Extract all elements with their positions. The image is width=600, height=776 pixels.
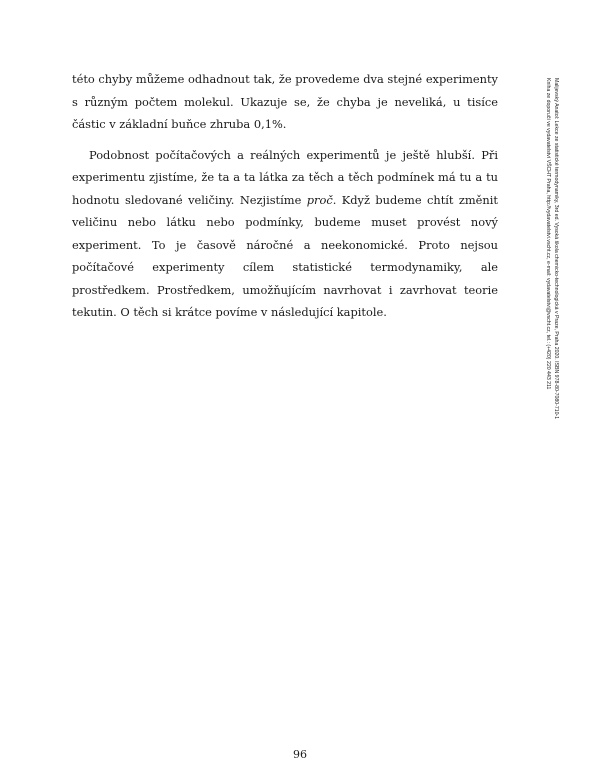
paragraph-2-text-before: Podobnost počítačových a reálných experimentů je ještě hlubší. Při experimentu zjistíme, že ta a ta látka za těch a těch podmínek má tu a tu hodnotu sledované veličiny. Nezjistíme (72, 147, 498, 207)
paragraph-2-emphasis: proč (306, 192, 333, 207)
page-number: 96 (293, 748, 307, 761)
paragraph-2-text-after: . Když budeme chtít změnit veličinu nebo látku nebo podmínky, budeme muset provést nový experiment. To je časově náročné a neekonomické. Proto nejsou počítačové experimenty cílem statistické termodynamiky, ale prostředkem. Prostředkem, umožňujícím navrhovat i zavrhovat teorie tekutin. O těch si krátce povíme v následující kapitole. (72, 192, 498, 319)
paragraph-2 (72, 144, 498, 324)
paragraph-1 (72, 68, 498, 136)
paragraph-1-text: této chyby můžeme odhadnout tak, že provedeme dva stejné experimenty s různým počtem molekul. Ukazuje se, že chyba je neveliká, u tisíce částic v základní buňce zhruba 0,1%. (72, 72, 498, 131)
side-note-line-1: Malijevský Anatol: Lekce ze statistické termodynamiky, 3rd ed. Vysoká škola chemicko-technologická v Praze, Praha 2020. ISBN 978-80-7080-710-1 (553, 78, 559, 420)
body-text (72, 68, 498, 324)
side-note (545, 78, 570, 598)
side-note-line-2: Kniha ze doporučí ve vydavatelství VŠCHT Praha, http://vydavatelstvi.vscht.cz, e-mail: vydavatelstvi@vscht.cz, tel.: (+420) 220 443 211 (545, 78, 551, 390)
